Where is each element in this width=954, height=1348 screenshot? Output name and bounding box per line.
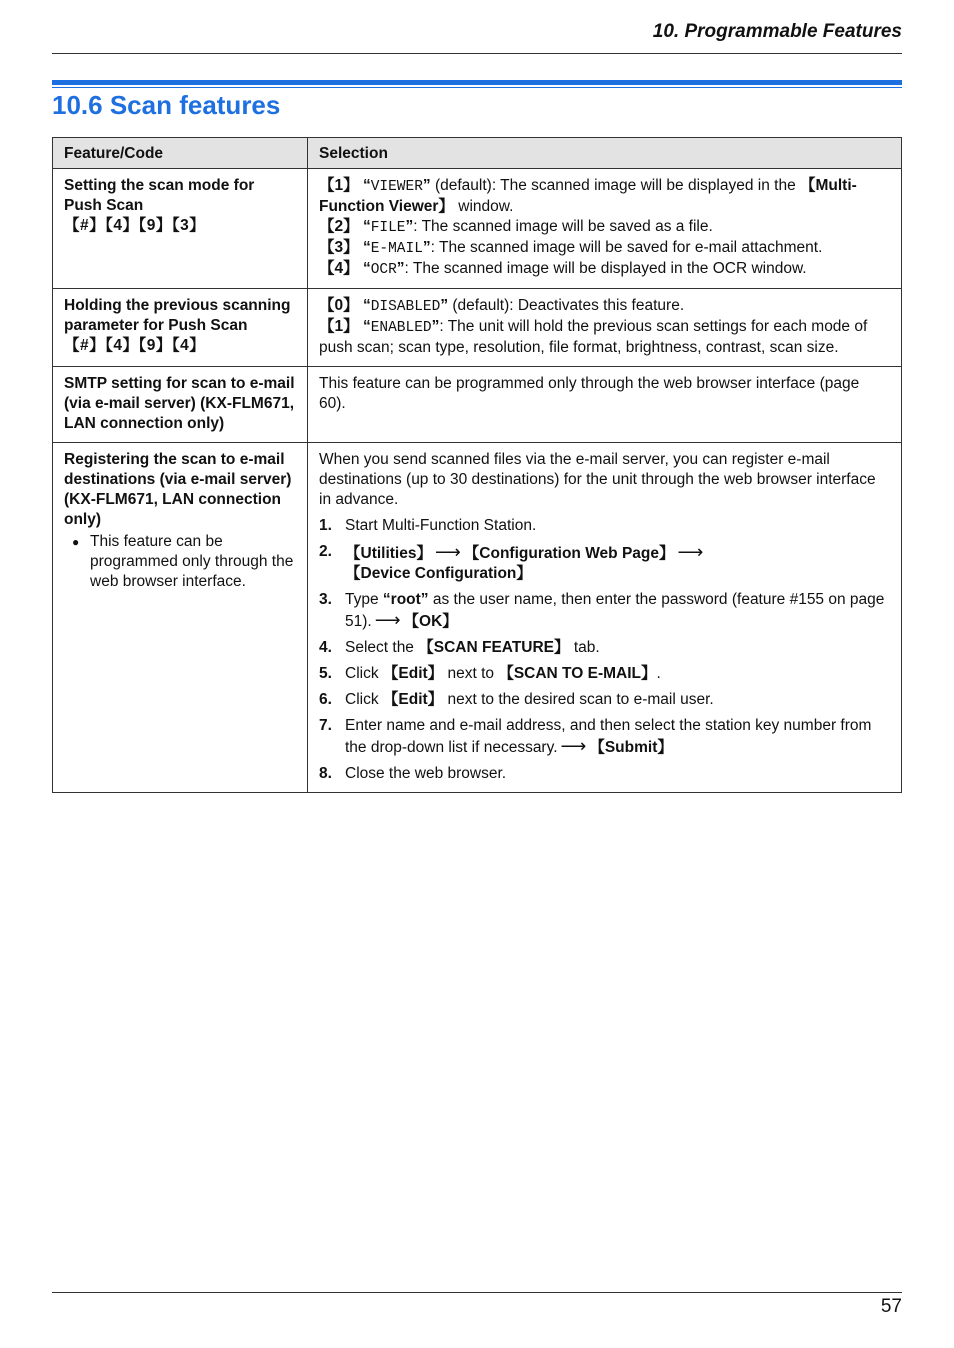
page-number: 57 — [880, 1296, 902, 1317]
selection-option: 【4】 “OCR”: The scanned image will be displayed in the OCR window. — [319, 260, 807, 278]
feature-code: 【#】【4】【9】【3】 — [64, 217, 206, 234]
selection-option: 【2】 “FILE”: The scanned image will be saved as a file. — [319, 218, 713, 236]
feature-note — [64, 532, 296, 592]
feature-name: Holding the previous scanning parameter for Push Scan — [64, 297, 291, 334]
list-item: 7. Enter name and e-mail address, and then select the station key number from the drop-down list if necessary. ⟶ 【Submit】 — [319, 717, 872, 756]
steps-list — [319, 516, 890, 784]
feature-name: SMTP setting for scan to e-mail (via e-mail server) (KX-FLM671, LAN connection only) — [64, 375, 295, 432]
selection-option: 【3】 “E-MAIL”: The scanned image will be saved for e-mail attachment. — [319, 239, 823, 257]
table-header-row — [53, 138, 902, 169]
section-rule-thick — [52, 80, 902, 85]
list-item: 8. Close the web browser. — [319, 765, 507, 782]
selection-option: 【1】 “VIEWER” (default): The scanned image will be displayed in the 【Multi-Function Viewer】 window. — [319, 177, 857, 215]
table-row — [53, 443, 902, 793]
list-item: 4. Select the 【SCAN FEATURE】 tab. — [319, 639, 600, 656]
list-item: 1. Start Multi-Function Station. — [319, 517, 537, 534]
table-row — [53, 169, 902, 289]
selection-cell — [308, 367, 902, 443]
page-header — [52, 20, 902, 54]
feature-cell — [53, 443, 308, 793]
selection-cell — [308, 443, 902, 793]
feature-name: Registering the scan to e-mail destinations (via e-mail server) (KX-FLM671, LAN connection only) — [64, 451, 292, 528]
feature-code: 【#】【4】【9】【4】 — [64, 337, 206, 354]
feature-cell — [53, 289, 308, 367]
list-item: 5. Click 【Edit】 next to 【SCAN TO E-MAIL】. — [319, 665, 661, 682]
chapter-title: 10. Programmable Features — [652, 21, 902, 42]
column-header-feature: Feature/Code — [53, 138, 308, 169]
footer-rule — [52, 1292, 902, 1293]
arrow-right-icon: ⟶ — [677, 542, 704, 562]
selection-text: This feature can be programmed only through the web browser interface (page 60). — [319, 375, 860, 412]
bullet-icon: ● — [72, 535, 80, 549]
intro-text: When you send scanned files via the e-mail server, you can register e-mail destinations (up to 30 destinations) for the unit through the web browser interface in advance. — [319, 451, 876, 508]
scan-features-table — [52, 137, 902, 793]
selection-cell — [308, 289, 902, 367]
table-row — [53, 367, 902, 443]
column-header-selection: Selection — [308, 138, 902, 169]
note-text: This feature can be programmed only through the web browser interface. — [90, 533, 294, 590]
list-item: 6. Click 【Edit】 next to the desired scan to e-mail user. — [319, 691, 714, 708]
arrow-right-icon: ⟶ — [560, 736, 587, 756]
selection-option: 【1】 “ENABLED”: The unit will hold the previous scan settings for each mode of push scan; scan type, resolution, file format, brightness, contrast, scan size. — [319, 318, 868, 356]
feature-cell — [53, 169, 308, 289]
section-title: 10.6 Scan features — [52, 90, 281, 120]
feature-cell — [53, 367, 308, 443]
arrow-right-icon: ⟶ — [374, 610, 401, 630]
list-item: 2. 【Utilities】 ⟶ 【Configuration Web Page】 ⟶【Device Configuration】 — [319, 542, 890, 584]
list-item: 3. Type “root” as the user name, then enter the password (feature #155 on page 51). ⟶ 【OK】 — [319, 591, 885, 630]
selection-option: 【0】 “DISABLED” (default): Deactivates this feature. — [319, 297, 685, 315]
feature-name: Setting the scan mode for Push Scan — [64, 177, 255, 214]
section-rule-thin — [52, 87, 902, 88]
arrow-right-icon: ⟶ — [434, 542, 461, 562]
table-row — [53, 289, 902, 367]
selection-cell — [308, 169, 902, 289]
